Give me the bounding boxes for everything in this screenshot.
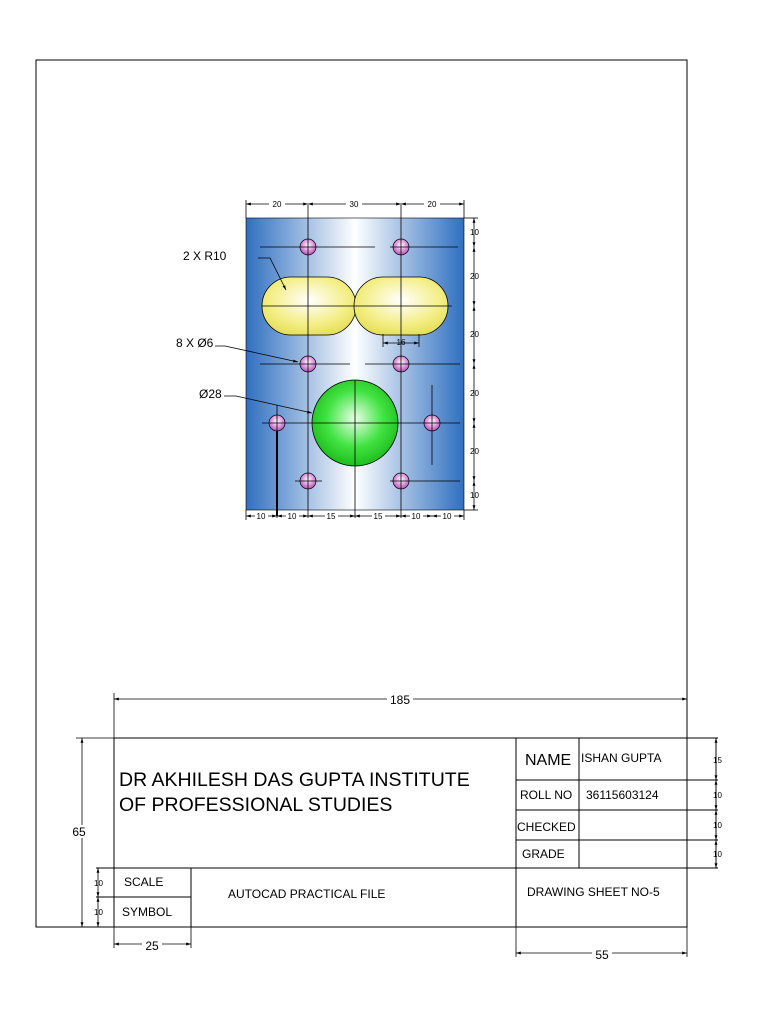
institute-line-2: OF PROFESSIONAL STUDIES	[119, 794, 393, 816]
institute-line-1: DR AKHILESH DAS GUPTA INSTITUTE	[119, 769, 470, 791]
dim-right-6: 10	[470, 491, 479, 500]
roll-value: 36115603124	[586, 788, 659, 802]
sheet-number: DRAWING SHEET NO-5	[527, 885, 660, 899]
callout-d6: 8 X Ø6	[176, 336, 214, 350]
right-dimensions	[464, 218, 479, 510]
callout-d28: Ø28	[199, 387, 222, 401]
grade-label: GRADE	[522, 847, 565, 861]
dim-total-height: 65	[72, 825, 86, 839]
title-block	[72, 692, 722, 962]
top-dimensions	[246, 199, 464, 218]
symbol-label: SYMBOL	[122, 905, 173, 919]
dim-row-2: 10	[713, 791, 722, 800]
scale-label: SCALE	[124, 875, 164, 889]
dim-bottom-3: 15	[326, 512, 336, 521]
dim-bottom-2: 10	[287, 512, 297, 521]
dim-bottom-4: 15	[373, 512, 383, 521]
dim-bottom-5: 10	[411, 512, 421, 521]
name-label: NAME	[525, 752, 572, 769]
callout-r10: 2 X R10	[183, 249, 227, 263]
checked-label: CHECKED	[517, 820, 576, 834]
dim-bottom-6: 10	[442, 512, 452, 521]
name-value: ISHAN GUPTA	[581, 751, 662, 765]
roll-label: ROLL NO	[520, 788, 573, 802]
dim-top-2: 30	[349, 200, 359, 209]
dim-slot-width: 16	[396, 338, 406, 347]
dim-total-width: 185	[389, 693, 411, 707]
dim-scale-width: 25	[145, 939, 159, 953]
dim-right-4: 20	[470, 389, 479, 398]
dim-top-1: 20	[272, 200, 282, 209]
part-drawing	[176, 199, 479, 521]
dim-top-3: 20	[427, 200, 437, 209]
dim-right-width: 55	[595, 948, 609, 962]
dim-row-3: 10	[713, 821, 722, 830]
dim-right-2: 20	[470, 272, 479, 281]
dim-bottom-1: 10	[256, 512, 266, 521]
dim-row-4: 10	[713, 850, 722, 859]
dim-row-1: 15	[713, 756, 722, 765]
dim-left-1: 10	[94, 879, 103, 888]
dim-right-1: 10	[470, 228, 479, 237]
file-title: AUTOCAD PRACTICAL FILE	[228, 887, 386, 901]
dim-right-3: 20	[470, 330, 479, 339]
dim-left-2: 10	[94, 908, 103, 917]
dim-right-5: 20	[470, 447, 479, 456]
